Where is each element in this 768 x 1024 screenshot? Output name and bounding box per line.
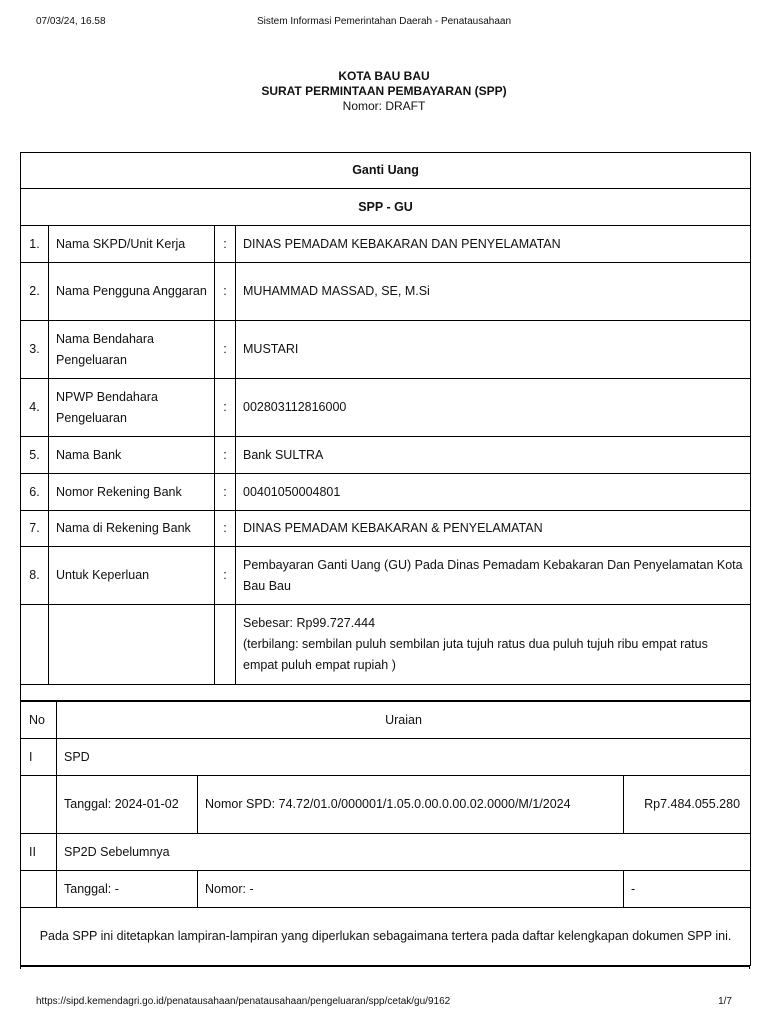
row-label: Nama Bendahara Pengeluaran (49, 321, 215, 379)
row-colon: : (215, 437, 236, 474)
attachment-note: Pada SPP ini ditetapkan lampiran-lampiran yang diperlukan sebagaimana tertera pada daftar kelengkapan dokumen SPP ini. (21, 908, 751, 966)
row-value: MUSTARI (236, 321, 751, 379)
print-footer (36, 996, 732, 1010)
row-number: 7. (21, 511, 49, 547)
table-row (21, 437, 751, 474)
row-label: Nama Bank (49, 437, 215, 474)
spp-info-table (20, 152, 751, 701)
table-row (21, 511, 751, 547)
row-number: 3. (21, 321, 49, 379)
row-number: 6. (21, 474, 49, 511)
sp2d-amount: - (624, 871, 751, 908)
row-colon: : (215, 321, 236, 379)
row-value: DINAS PEMADAM KEBAKARAN DAN PENYELAMATAN (236, 226, 751, 263)
sp2d-number: II (21, 834, 57, 871)
spd-detail-row (21, 776, 751, 834)
print-window-title: Sistem Informasi Pemerintahan Daerah - Penatausahaan (256, 16, 512, 27)
row-colon: : (215, 547, 236, 605)
row-label: Untuk Keperluan (49, 547, 215, 605)
spd-date: Tanggal: 2024-01-02 (57, 776, 198, 834)
print-datetime: 07/03/24, 16.58 (36, 16, 106, 27)
table-row (21, 547, 751, 605)
spd-number: I (21, 739, 57, 776)
document-title (0, 69, 768, 114)
spd-row (21, 739, 751, 776)
column-header-uraian: Uraian (57, 702, 751, 739)
sp2d-nomor: Nomor: - (198, 871, 624, 908)
row-number: 8. (21, 547, 49, 605)
spd-nomor: Nomor SPD: 74.72/01.0/000001/1.05.0.00.0.00.02.0000/M/1/2024 (198, 776, 624, 834)
row-value: DINAS PEMADAM KEBAKARAN & PENYELAMATAN (236, 511, 751, 547)
table-header-row (21, 702, 751, 739)
table-row (21, 379, 751, 437)
row-value: 002803112816000 (236, 379, 751, 437)
row-label: Nama di Rekening Bank (49, 511, 215, 547)
row-number: 2. (21, 263, 49, 321)
row-value: Bank SULTRA (236, 437, 751, 474)
spd-label: SPD (57, 739, 751, 776)
row-label: Nomor Rekening Bank (49, 474, 215, 511)
amount-cell (236, 605, 751, 685)
row-number: 4. (21, 379, 49, 437)
print-url: https://sipd.kemendagri.go.id/penatausahaan/penatausahaan/pengeluaran/spp/cetak/gu/9162 (36, 996, 451, 1007)
sp2d-row (21, 834, 751, 871)
city-name: KOTA BAU BAU (338, 69, 430, 83)
amount-in-words: (terbilang: sembilan puluh sembilan juta tujuh ratus dua puluh tujuh ribu empat ratus empat puluh empat rupiah ) (243, 637, 708, 672)
row-colon: : (215, 511, 236, 547)
document-type: SURAT PERMINTAAN PEMBAYARAN (SPP) (261, 84, 507, 98)
spd-details-table (20, 701, 751, 966)
sp2d-label: SP2D Sebelumnya (57, 834, 751, 871)
row-colon: : (215, 263, 236, 321)
print-header (36, 16, 732, 30)
row-number: 5. (21, 437, 49, 474)
section-title: Ganti Uang (21, 153, 751, 189)
note-row (21, 908, 751, 966)
table-continuation (20, 966, 750, 969)
sp2d-detail-row (21, 871, 751, 908)
row-label: Nama Pengguna Anggaran (49, 263, 215, 321)
row-value: Pembayaran Ganti Uang (GU) Pada Dinas Pemadam Kebakaran Dan Penyelamatan Kota Bau Bau (236, 547, 751, 605)
table-row (21, 226, 751, 263)
table-row (21, 321, 751, 379)
row-number: 1. (21, 226, 49, 263)
table-row (21, 263, 751, 321)
section-subtitle: SPP - GU (21, 189, 751, 226)
spd-amount: Rp7.484.055.280 (624, 776, 751, 834)
page-number: 1/7 (718, 996, 732, 1007)
sp2d-date: Tanggal: - (57, 871, 198, 908)
amount-row (21, 605, 751, 685)
row-value: MUHAMMAD MASSAD, SE, M.Si (236, 263, 751, 321)
row-label: Nama SKPD/Unit Kerja (49, 226, 215, 263)
amount-value: Sebesar: Rp99.727.444 (243, 616, 376, 630)
row-colon: : (215, 379, 236, 437)
row-colon: : (215, 474, 236, 511)
document-number: Nomor: DRAFT (342, 99, 426, 113)
table-row (21, 474, 751, 511)
spacer-row (21, 685, 751, 701)
column-header-no: No (21, 702, 57, 739)
row-label: NPWP Bendahara Pengeluaran (49, 379, 215, 437)
row-colon: : (215, 226, 236, 263)
row-value: 00401050004801 (236, 474, 751, 511)
